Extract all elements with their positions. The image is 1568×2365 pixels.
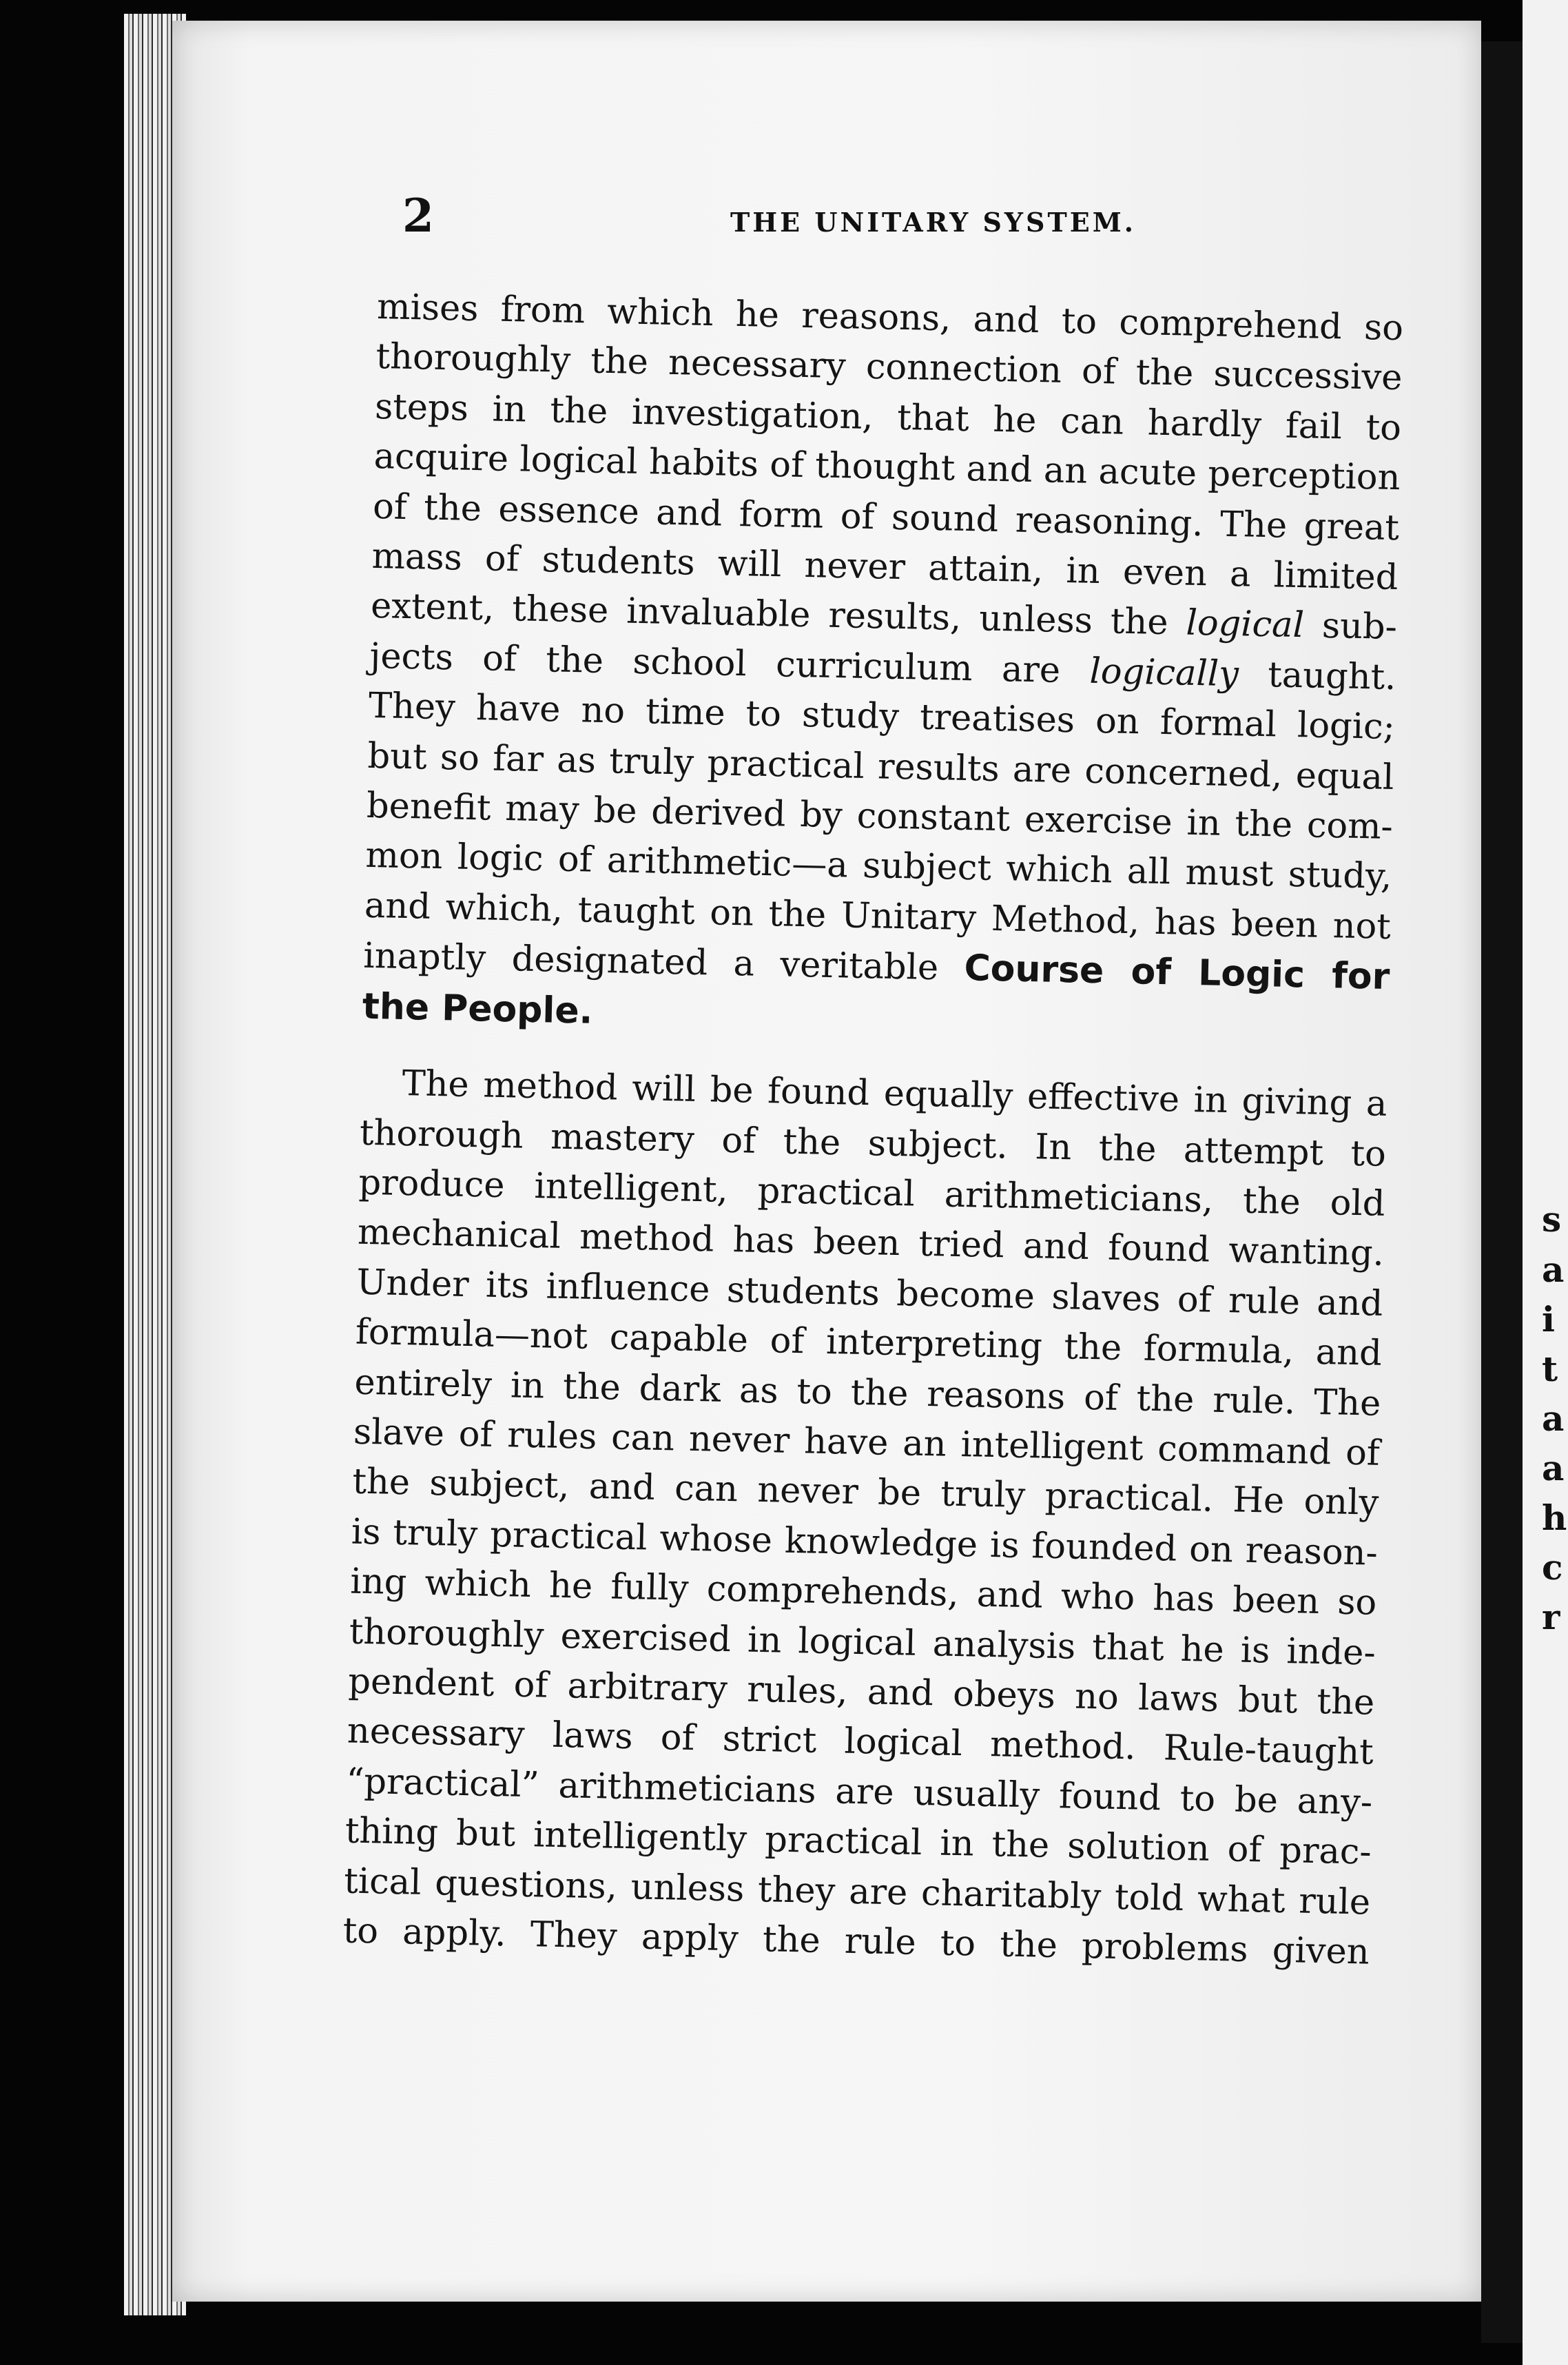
text-line: mon logic of arithmetic—a subject which all must study, <box>364 835 1392 898</box>
bold-phrase: Course of Logic for <box>963 948 1390 999</box>
text-segment: taught. <box>1238 654 1396 698</box>
text-line: to apply. They apply the rule to the problems given <box>342 1910 1370 1973</box>
text-line: the subject, and can never be truly practical. He only <box>351 1461 1379 1524</box>
text-line: thing but intelligently practical in the solution of prac- <box>344 1810 1372 1873</box>
bold-phrase: the People. <box>362 985 593 1032</box>
text-segment: sub- <box>1303 605 1398 648</box>
text-line: tical questions, unless they are charitably told what rule <box>343 1861 1371 1923</box>
next-page-fragment: r <box>1542 1597 1560 1637</box>
text-line: ing which he fully comprehends, and who has been so <box>349 1561 1377 1624</box>
text-line: slave of rules can never have an intelligent command of <box>353 1411 1381 1474</box>
text-line: but so far as truly practical results are concerned, equal <box>367 735 1394 798</box>
text-line: acquire logical habits of thought and an acute perception <box>373 436 1401 499</box>
text-line: They have no time to study treatises on formal logic; <box>368 686 1396 748</box>
body-text <box>342 283 1404 1978</box>
next-page-fragment: a <box>1542 1249 1565 1290</box>
text-line: Under its influence students become slaves of rule and <box>355 1262 1383 1324</box>
text-line: mechanical method has been tried and found wanting. <box>357 1212 1385 1275</box>
next-page-fragment: s <box>1542 1199 1562 1240</box>
text-line: entirely in the dark as to the reasons of the rule. The <box>353 1362 1381 1424</box>
text-line: thoroughly the necessary connection of the successive <box>375 336 1403 399</box>
page-header <box>402 189 1440 249</box>
next-page-fragment: i <box>1542 1299 1555 1340</box>
book-gutter <box>1481 41 1523 2343</box>
text-segment: extent, these invaluable results, unless the <box>370 586 1187 644</box>
text-line: formula—not capable of interpreting the formula, and <box>355 1311 1383 1374</box>
next-page-fragment: t <box>1542 1349 1558 1389</box>
next-page-sliver <box>1523 0 1568 2365</box>
text-line: and which, taught on the Unitary Method, has been not <box>364 885 1392 948</box>
text-line: thoroughly exercised in logical analysis that he is inde- <box>349 1611 1376 1674</box>
italic-word: logical <box>1185 603 1305 646</box>
text-segment: jects of the school curriculum are <box>369 635 1091 692</box>
text-line: mass of students will never attain, in even a limited <box>371 535 1399 599</box>
text-line: steps in the investigation, that he can hardly fail to <box>374 386 1402 449</box>
page-number: 2 <box>402 189 434 243</box>
text-line: of the essence and form of sound reasoning. The great <box>372 486 1400 549</box>
next-page-fragment: c <box>1542 1547 1563 1588</box>
next-page-fragment: a <box>1542 1398 1565 1439</box>
text-line: produce intelligent, practical arithmeticians, the old <box>358 1162 1385 1225</box>
text-line: is truly practical whose knowledge is founded on reason- <box>351 1511 1379 1574</box>
text-line: pendent of arbitrary rules, and obeys no laws but the <box>347 1661 1375 1723</box>
text-line: “practical” arithmeticians are usually found to be any- <box>345 1761 1373 1823</box>
italic-word: logically <box>1089 651 1239 695</box>
running-head: THE UNITARY SYSTEM. <box>730 207 1137 238</box>
text-line: necessary laws of strict logical method. Rule-taught <box>347 1710 1374 1774</box>
text-line: thorough mastery of the subject. In the attempt to <box>359 1112 1387 1175</box>
text-line: mises from which he reasons, and to comprehend so <box>376 286 1404 349</box>
next-page-fragment: a <box>1542 1448 1565 1488</box>
text-line: benefit may be derived by constant exercise in the com- <box>366 785 1394 848</box>
text-line: The method will be found equally effective in giving a <box>402 1063 1388 1125</box>
next-page-fragment: h <box>1542 1497 1567 1538</box>
text-segment: inaptly designated a veritable <box>362 936 965 990</box>
